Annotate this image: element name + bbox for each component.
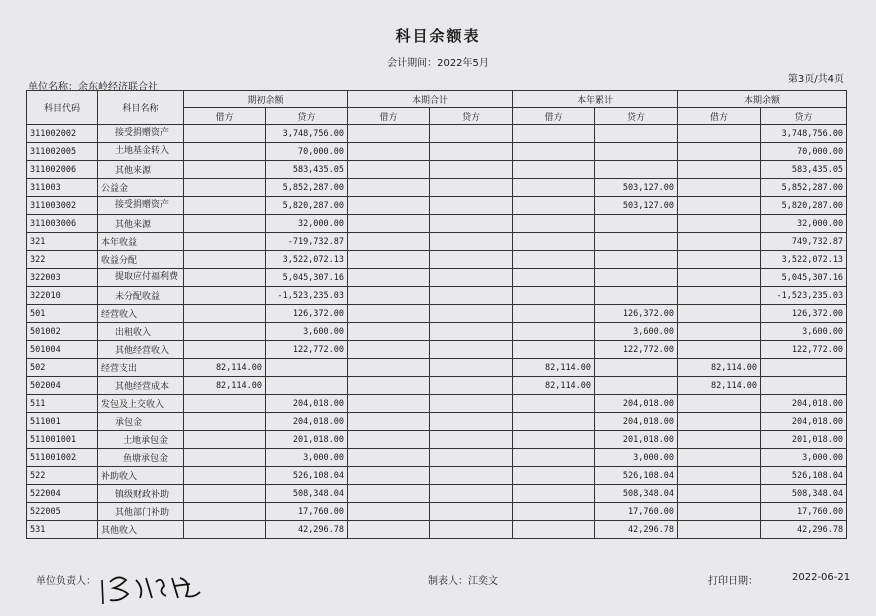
amount-yc: 204,018.00: [595, 395, 678, 413]
header-closing: 本期余额: [678, 91, 847, 108]
amount-cd: [678, 233, 761, 251]
amount-oc: -1,523,235.03: [266, 287, 348, 305]
amount-oc: 3,748,756.00: [266, 125, 348, 143]
amount-yc: [595, 251, 678, 269]
account-code: 311002002: [27, 125, 98, 143]
account-name: 其他来源: [98, 161, 184, 179]
header-period: 本期合计: [348, 91, 513, 108]
account-code: 311003002: [27, 197, 98, 215]
amount-yd: [513, 467, 595, 485]
account-code: 322010: [27, 287, 98, 305]
amount-oc: 3,000.00: [266, 449, 348, 467]
account-code: 511001001: [27, 431, 98, 449]
amount-yd: [513, 521, 595, 539]
amount-cd: [678, 485, 761, 503]
amount-pd: [348, 125, 430, 143]
amount-cc: 3,522,072.13: [761, 251, 847, 269]
amount-yc: 526,108.04: [595, 467, 678, 485]
amount-cd: [678, 161, 761, 179]
amount-oc: 122,772.00: [266, 341, 348, 359]
amount-yd: [513, 233, 595, 251]
amount-yd: [513, 197, 595, 215]
amount-od: [184, 449, 266, 467]
print-date-label: 打印日期：: [708, 576, 758, 587]
amount-oc: 204,018.00: [266, 395, 348, 413]
amount-od: [184, 485, 266, 503]
amount-pd: [348, 287, 430, 305]
account-name: 鱼塘承包金: [98, 449, 184, 467]
amount-pd: [348, 161, 430, 179]
account-name: 未分配收益: [98, 287, 184, 305]
amount-cc: 3,748,756.00: [761, 125, 847, 143]
amount-pc: [430, 125, 513, 143]
amount-yd: [513, 125, 595, 143]
amount-yd: [513, 341, 595, 359]
amount-cd: [678, 143, 761, 161]
amount-pd: [348, 485, 430, 503]
amount-od: 82,114.00: [184, 377, 266, 395]
amount-pc: [430, 287, 513, 305]
account-code: 321: [27, 233, 98, 251]
table-row: [27, 143, 847, 161]
account-code: 311003: [27, 179, 98, 197]
amount-cd: [678, 287, 761, 305]
amount-cd: [678, 179, 761, 197]
amount-pd: [348, 341, 430, 359]
amount-od: [184, 503, 266, 521]
amount-pd: [348, 467, 430, 485]
amount-pc: [430, 395, 513, 413]
account-code: 322003: [27, 269, 98, 287]
amount-cd: [678, 521, 761, 539]
amount-pc: [430, 521, 513, 539]
account-code: 311002005: [27, 143, 98, 161]
amount-pc: [430, 359, 513, 377]
amount-oc: 70,000.00: [266, 143, 348, 161]
amount-cd: 82,114.00: [678, 377, 761, 395]
account-code: 511001002: [27, 449, 98, 467]
accounting-period: 会计期间：2022年5月: [387, 58, 489, 69]
amount-yc: 17,760.00: [595, 503, 678, 521]
amount-pd: [348, 197, 430, 215]
account-code: 322: [27, 251, 98, 269]
amount-yd: [513, 413, 595, 431]
account-code: 522: [27, 467, 98, 485]
amount-pd: [348, 215, 430, 233]
amount-pc: [430, 377, 513, 395]
amount-oc: 3,600.00: [266, 323, 348, 341]
account-name: 接受捐赠资产: [98, 125, 184, 143]
amount-yc: 122,772.00: [595, 341, 678, 359]
amount-yc: [595, 143, 678, 161]
amount-oc: 5,045,307.16: [266, 269, 348, 287]
account-name: 公益金: [98, 179, 184, 197]
amount-yd: [513, 269, 595, 287]
amount-cc: 749,732.87: [761, 233, 847, 251]
account-code: 311003006: [27, 215, 98, 233]
unit-name: 单位名称：余东岭经济联合社: [28, 82, 158, 93]
amount-oc: 526,108.04: [266, 467, 348, 485]
amount-yd: [513, 179, 595, 197]
amount-pd: [348, 233, 430, 251]
amount-pc: [430, 251, 513, 269]
amount-yd: [513, 305, 595, 323]
account-name: 补助收入: [98, 467, 184, 485]
amount-oc: 32,000.00: [266, 215, 348, 233]
amount-pc: [430, 179, 513, 197]
amount-pc: [430, 485, 513, 503]
amount-pd: [348, 179, 430, 197]
amount-pd: [348, 143, 430, 161]
header-opening-debit: 借方: [184, 108, 266, 125]
amount-pc: [430, 449, 513, 467]
header-ytd-debit: 借方: [513, 108, 595, 125]
amount-od: [184, 521, 266, 539]
header-period-credit: 贷方: [430, 108, 513, 125]
amount-yc: [595, 269, 678, 287]
account-name: 其他经营收入: [98, 341, 184, 359]
account-code: 501002: [27, 323, 98, 341]
print-date-value: 2022-06-21: [792, 572, 851, 583]
amount-yc: [595, 359, 678, 377]
amount-pd: [348, 449, 430, 467]
amount-cd: [678, 323, 761, 341]
amount-pc: [430, 269, 513, 287]
amount-cd: [678, 269, 761, 287]
amount-oc: 17,760.00: [266, 503, 348, 521]
amount-cd: [678, 395, 761, 413]
amount-od: [184, 287, 266, 305]
amount-oc: 204,018.00: [266, 413, 348, 431]
account-name: 提取应付福利费: [98, 269, 184, 287]
amount-cc: 3,600.00: [761, 323, 847, 341]
document-title: 科目余额表: [395, 27, 481, 45]
header-closing-credit: 贷方: [761, 108, 847, 125]
amount-yd: [513, 287, 595, 305]
account-code: 511: [27, 395, 98, 413]
amount-od: [184, 233, 266, 251]
header-code: 科目代码: [27, 91, 98, 125]
account-name: 出租收入: [98, 323, 184, 341]
amount-od: [184, 197, 266, 215]
amount-pc: [430, 197, 513, 215]
amount-yd: [513, 161, 595, 179]
account-code: 311002006: [27, 161, 98, 179]
amount-od: [184, 179, 266, 197]
amount-yd: 82,114.00: [513, 359, 595, 377]
table-row: [27, 467, 847, 485]
amount-oc: 126,372.00: [266, 305, 348, 323]
amount-yd: [513, 215, 595, 233]
table-row: [27, 161, 847, 179]
amount-cd: [678, 503, 761, 521]
account-code: 522004: [27, 485, 98, 503]
amount-cc: 5,045,307.16: [761, 269, 847, 287]
table-row: [27, 485, 847, 503]
amount-yc: [595, 233, 678, 251]
account-code: 502004: [27, 377, 98, 395]
account-code: 501004: [27, 341, 98, 359]
amount-pc: [430, 413, 513, 431]
amount-oc: 583,435.05: [266, 161, 348, 179]
account-code: 522005: [27, 503, 98, 521]
amount-cd: [678, 251, 761, 269]
table-row: [27, 413, 847, 431]
amount-pc: [430, 143, 513, 161]
account-name: 土地承包金: [98, 431, 184, 449]
amount-pd: [348, 521, 430, 539]
amount-yc: 201,018.00: [595, 431, 678, 449]
amount-yd: [513, 503, 595, 521]
amount-pd: [348, 359, 430, 377]
amount-yd: [513, 251, 595, 269]
account-name: 接受捐赠资产: [98, 197, 184, 215]
amount-cc: 126,372.00: [761, 305, 847, 323]
amount-od: [184, 269, 266, 287]
amount-od: [184, 467, 266, 485]
amount-yc: 503,127.00: [595, 197, 678, 215]
amount-pd: [348, 305, 430, 323]
account-name: 镇级财政补助: [98, 485, 184, 503]
table-row: [27, 125, 847, 143]
amount-pc: [430, 431, 513, 449]
account-name: 其他部门补助: [98, 503, 184, 521]
account-code: 501: [27, 305, 98, 323]
amount-cc: -1,523,235.03: [761, 287, 847, 305]
amount-cd: [678, 413, 761, 431]
amount-yc: [595, 125, 678, 143]
amount-oc: -719,732.87: [266, 233, 348, 251]
table-row: [27, 377, 847, 395]
amount-cc: 204,018.00: [761, 413, 847, 431]
amount-yd: [513, 431, 595, 449]
header-name: 科目名称: [98, 91, 184, 125]
account-name: 收益分配: [98, 251, 184, 269]
table-row: [27, 323, 847, 341]
amount-od: [184, 341, 266, 359]
header-opening: 期初余额: [184, 91, 348, 108]
amount-yc: [595, 287, 678, 305]
amount-oc: 5,852,287.00: [266, 179, 348, 197]
amount-cc: [761, 377, 847, 395]
account-name: 其他收入: [98, 521, 184, 539]
table-row: [27, 251, 847, 269]
amount-od: [184, 161, 266, 179]
amount-pd: [348, 395, 430, 413]
table-row: [27, 179, 847, 197]
amount-yc: [595, 215, 678, 233]
header-period-debit: 借方: [348, 108, 430, 125]
amount-pd: [348, 323, 430, 341]
amount-yd: [513, 449, 595, 467]
amount-pc: [430, 341, 513, 359]
amount-cd: [678, 305, 761, 323]
amount-oc: 201,018.00: [266, 431, 348, 449]
amount-oc: 508,348.04: [266, 485, 348, 503]
amount-oc: 42,296.78: [266, 521, 348, 539]
amount-pd: [348, 431, 430, 449]
amount-pd: [348, 503, 430, 521]
amount-yc: 3,000.00: [595, 449, 678, 467]
amount-pc: [430, 305, 513, 323]
header-ytd: 本年累计: [513, 91, 678, 108]
amount-pd: [348, 377, 430, 395]
amount-cc: 5,820,287.00: [761, 197, 847, 215]
amount-od: [184, 395, 266, 413]
account-name: 发包及上交收入: [98, 395, 184, 413]
amount-cc: 5,852,287.00: [761, 179, 847, 197]
amount-cd: [678, 449, 761, 467]
amount-cc: 70,000.00: [761, 143, 847, 161]
table-row: [27, 359, 847, 377]
amount-cd: [678, 431, 761, 449]
account-code: 511001: [27, 413, 98, 431]
amount-yd: [513, 143, 595, 161]
amount-cd: [678, 125, 761, 143]
amount-pd: [348, 269, 430, 287]
amount-cd: [678, 341, 761, 359]
page-indicator: 第3页/共4页: [787, 74, 844, 85]
table-row: [27, 503, 847, 521]
amount-yd: [513, 323, 595, 341]
amount-cd: [678, 467, 761, 485]
amount-yd: 82,114.00: [513, 377, 595, 395]
table-row: [27, 521, 847, 539]
amount-od: 82,114.00: [184, 359, 266, 377]
amount-od: [184, 431, 266, 449]
amount-oc: 5,820,287.00: [266, 197, 348, 215]
account-name: 经营支出: [98, 359, 184, 377]
header-closing-debit: 借方: [678, 108, 761, 125]
amount-oc: 3,522,072.13: [266, 251, 348, 269]
amount-yc: 204,018.00: [595, 413, 678, 431]
table-body: [27, 125, 847, 539]
header-opening-credit: 贷方: [266, 108, 348, 125]
table-row: [27, 269, 847, 287]
account-name: 其他经营成本: [98, 377, 184, 395]
amount-cd: [678, 215, 761, 233]
account-balance-table: [26, 90, 847, 539]
amount-od: [184, 215, 266, 233]
amount-cc: [761, 359, 847, 377]
amount-cc: 204,018.00: [761, 395, 847, 413]
amount-yc: 126,372.00: [595, 305, 678, 323]
amount-pc: [430, 467, 513, 485]
amount-yc: [595, 161, 678, 179]
amount-oc: [266, 377, 348, 395]
amount-yc: 42,296.78: [595, 521, 678, 539]
table-row: [27, 305, 847, 323]
amount-yd: [513, 395, 595, 413]
table-row: [27, 431, 847, 449]
amount-cc: 201,018.00: [761, 431, 847, 449]
amount-cd: 82,114.00: [678, 359, 761, 377]
supervisor-signature: [100, 568, 220, 608]
amount-yc: 503,127.00: [595, 179, 678, 197]
amount-cc: 42,296.78: [761, 521, 847, 539]
account-name: 经营收入: [98, 305, 184, 323]
amount-od: [184, 143, 266, 161]
table-row: [27, 449, 847, 467]
table-row: [27, 215, 847, 233]
amount-cc: 526,108.04: [761, 467, 847, 485]
account-name: 其他来源: [98, 215, 184, 233]
amount-cd: [678, 197, 761, 215]
amount-yc: [595, 377, 678, 395]
account-name: 本年收益: [98, 233, 184, 251]
amount-pc: [430, 503, 513, 521]
amount-pd: [348, 251, 430, 269]
amount-od: [184, 413, 266, 431]
amount-od: [184, 251, 266, 269]
amount-cc: 3,000.00: [761, 449, 847, 467]
amount-od: [184, 323, 266, 341]
amount-cc: 583,435.05: [761, 161, 847, 179]
amount-cc: 122,772.00: [761, 341, 847, 359]
account-name: 承包金: [98, 413, 184, 431]
header-ytd-credit: 贷方: [595, 108, 678, 125]
amount-pc: [430, 215, 513, 233]
amount-oc: [266, 359, 348, 377]
amount-cc: 508,348.04: [761, 485, 847, 503]
amount-pc: [430, 161, 513, 179]
amount-pc: [430, 323, 513, 341]
preparer-label: 制表人：江奕文: [428, 576, 498, 587]
amount-pd: [348, 413, 430, 431]
table-row: [27, 197, 847, 215]
account-code: 531: [27, 521, 98, 539]
amount-yc: 3,600.00: [595, 323, 678, 341]
amount-od: [184, 125, 266, 143]
amount-cc: 17,760.00: [761, 503, 847, 521]
amount-yc: 508,348.04: [595, 485, 678, 503]
supervisor-label: 单位负责人：: [36, 576, 96, 587]
amount-pc: [430, 233, 513, 251]
account-code: 502: [27, 359, 98, 377]
amount-od: [184, 305, 266, 323]
table-row: [27, 341, 847, 359]
table-row: [27, 287, 847, 305]
amount-yd: [513, 485, 595, 503]
table-row: [27, 233, 847, 251]
amount-cc: 32,000.00: [761, 215, 847, 233]
account-name: 土地基金转入: [98, 143, 184, 161]
table-row: [27, 395, 847, 413]
